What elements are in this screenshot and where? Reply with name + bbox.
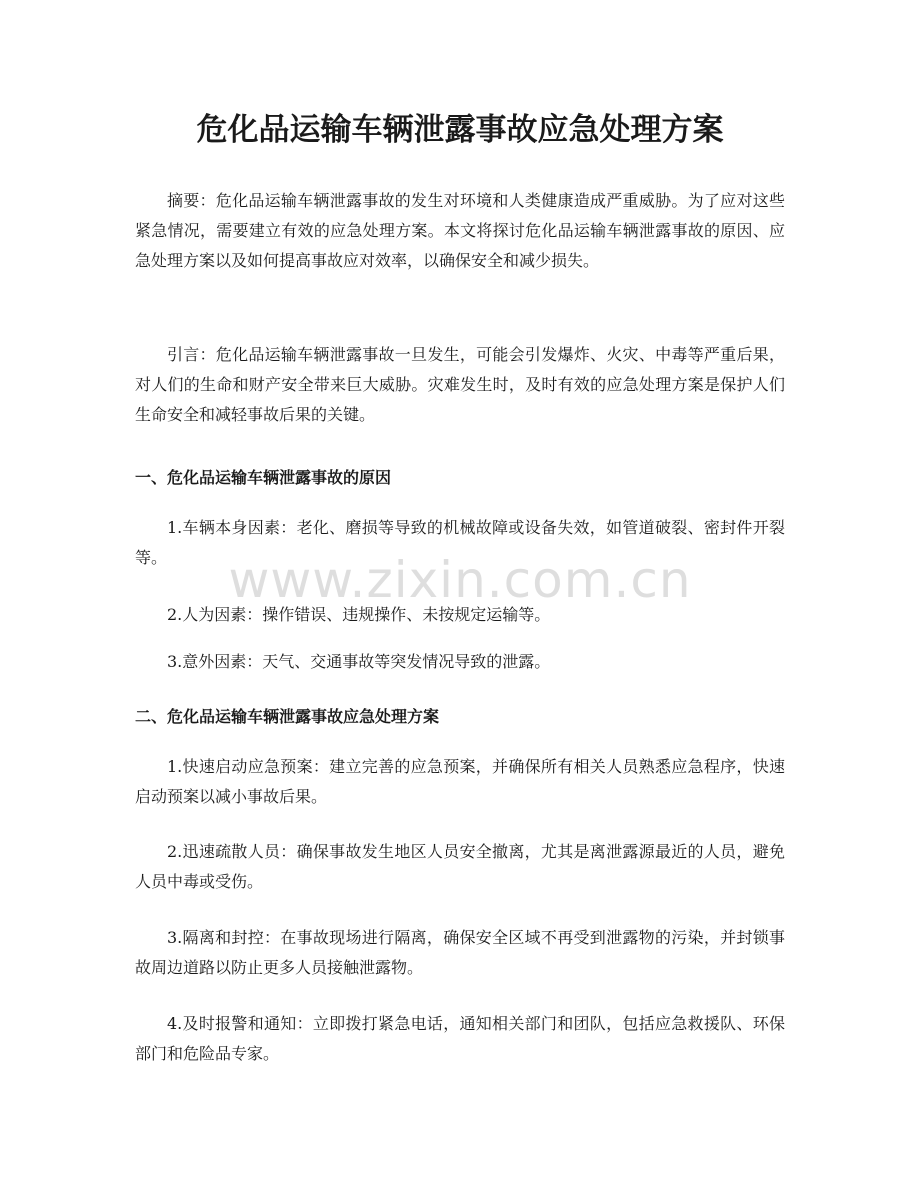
- section-2-item-1: 1.快速启动应急预案：建立完善的应急预案，并确保所有相关人员熟悉应急程序，快速启动预案以减小事故后果。: [135, 757, 785, 806]
- section-1-heading: 一、危化品运输车辆泄露事故的原因: [135, 468, 392, 487]
- section-2-item-2: 2.迅速疏散人员：确保事故发生地区人员安全撤离，尤其是离泄露源最近的人员，避免人员中毒或受伤。: [135, 842, 785, 891]
- section-2-item-3: 3.隔离和封控：在事故现场进行隔离，确保安全区域不再受到泄露物的污染，并封锁事故周边道路以防止更多人员接触泄露物。: [135, 928, 785, 977]
- section-1-item-1: 1.车辆本身因素：老化、磨损等导致的机械故障或设备失效，如管道破裂、密封件开裂等。: [135, 518, 785, 567]
- section-1-item-2: 2.人为因素：操作错误、违规操作、未按规定运输等。: [167, 605, 551, 624]
- watermark: www.zixin.com.cn: [228, 551, 692, 609]
- abstract-paragraph: 摘要：危化品运输车辆泄露事故的发生对环境和人类健康造成严重威胁。为了应对这些紧急情况，需要建立有效的应急处理方案。本文将探讨危化品运输车辆泄露事故的原因、应急处理方案以及如何提高事故应对效率，以确保安全和减少损失。: [135, 191, 785, 270]
- section-2-item-4: 4.及时报警和通知：立即拨打紧急电话，通知相关部门和团队，包括应急救援队、环保部门和危险品专家。: [135, 1014, 785, 1063]
- section-2-heading: 二、危化品运输车辆泄露事故应急处理方案: [135, 707, 440, 726]
- document-title: 危化品运输车辆泄露事故应急处理方案: [196, 112, 724, 148]
- intro-paragraph: 引言：危化品运输车辆泄露事故一旦发生，可能会引发爆炸、火灾、中毒等严重后果，对人们的生命和财产安全带来巨大威胁。灾难发生时，及时有效的应急处理方案是保护人们生命安全和减轻事故后果的关键。: [135, 345, 785, 424]
- section-1-item-3: 3.意外因素：天气、交通事故等突发情况导致的泄露。: [167, 652, 551, 671]
